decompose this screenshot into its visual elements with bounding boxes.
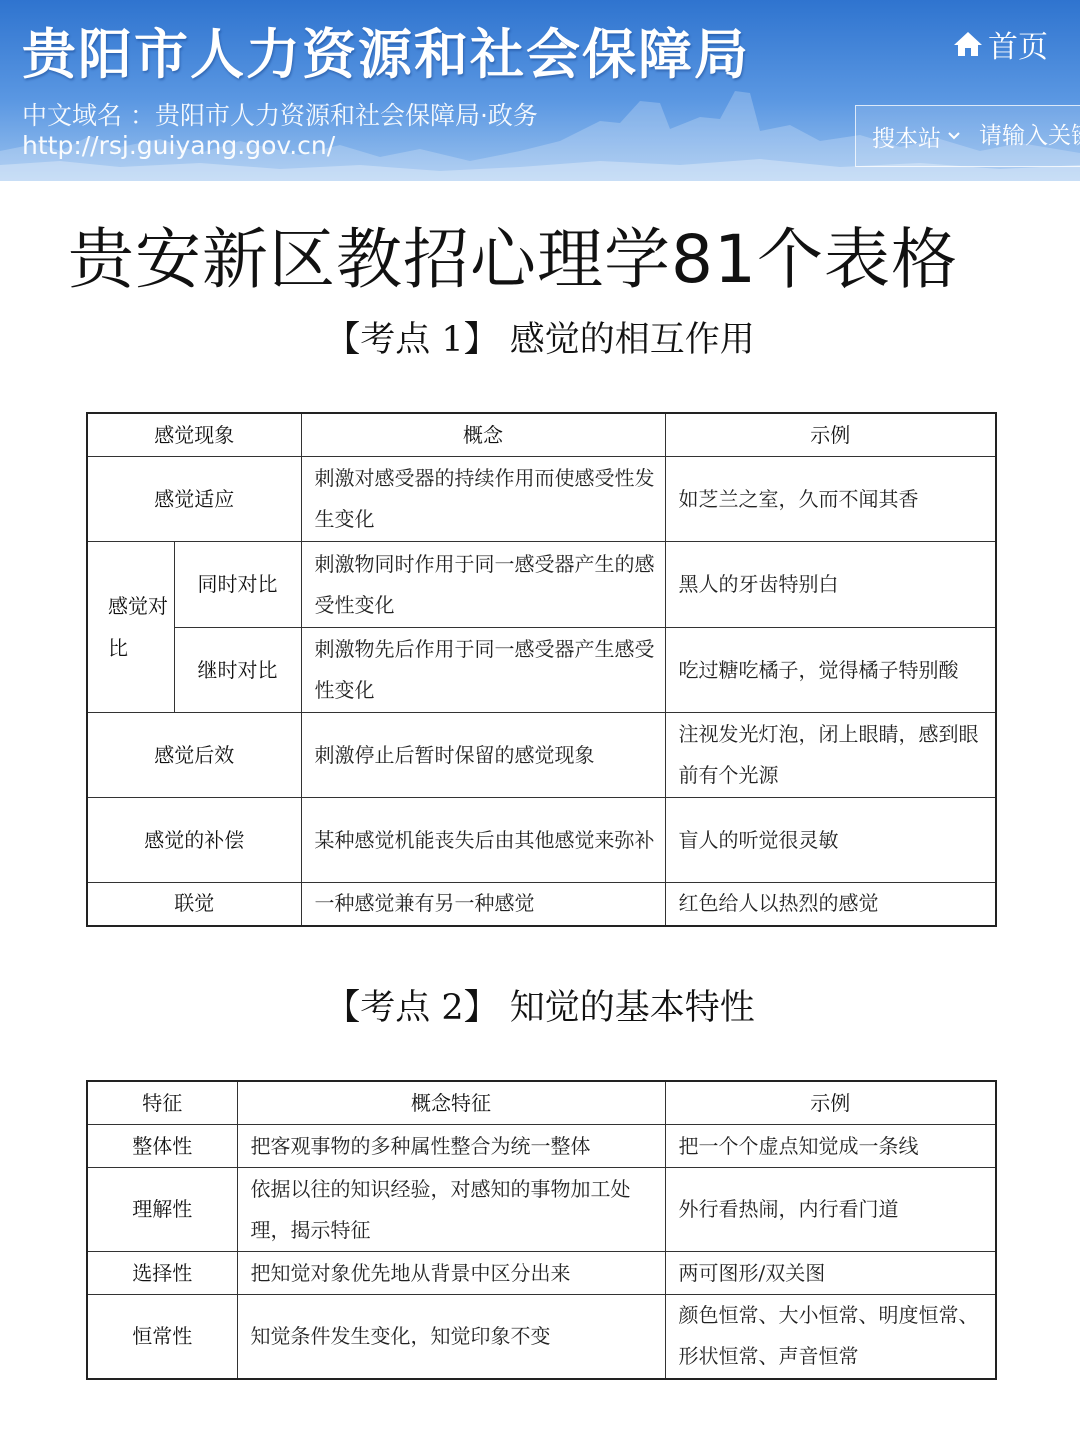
table-row (87, 883, 996, 926)
home-icon (952, 30, 984, 58)
column-header: 示例 (665, 413, 996, 457)
example-cell: 注视发光灯泡，闭上眼睛，感到眼前有个光源 (665, 713, 996, 798)
row-label: 整体性 (87, 1125, 237, 1168)
concept-cell: 一种感觉兼有另一种感觉 (301, 883, 665, 926)
table-row (87, 1168, 996, 1252)
bracket-open: 【 (325, 320, 361, 360)
site-header (0, 0, 1080, 181)
sensation-interaction-table (86, 412, 997, 927)
section-1-heading (0, 312, 1080, 362)
table-header-row (87, 413, 996, 457)
row-label: 感觉适应 (87, 457, 301, 542)
example-cell: 黑人的牙齿特别白 (665, 542, 996, 628)
table-header-row (87, 1081, 996, 1125)
concept-cell: 把客观事物的多种属性整合为统一整体 (237, 1125, 665, 1168)
table-row (87, 542, 996, 628)
example-cell: 外行看热闹，内行看门道 (665, 1168, 996, 1252)
row-label: 恒常性 (87, 1295, 237, 1379)
concept-cell: 刺激物先后作用于同一感受器产生感受性变化 (301, 628, 665, 713)
bracket-close: 】 (463, 988, 499, 1028)
row-label: 联觉 (87, 883, 301, 926)
search-input[interactable] (979, 123, 1080, 149)
chinese-domain-label: 中文域名 ：贵阳市人力资源和社会保障局·政务 (22, 101, 538, 130)
table-row (87, 798, 996, 883)
column-header: 概念特征 (237, 1081, 665, 1125)
row-label: 选择性 (87, 1252, 237, 1295)
section-2-title: 知觉的基本特性 (509, 988, 755, 1028)
column-header: 感觉现象 (87, 413, 301, 457)
example-cell: 盲人的听觉很灵敏 (665, 798, 996, 883)
section-2-prefix: 考点 2 (360, 988, 464, 1028)
table-row (87, 1125, 996, 1168)
example-cell: 把一个个虚点知觉成一条线 (665, 1125, 996, 1168)
row-label: 感觉的补偿 (87, 798, 301, 883)
example-cell: 如芝兰之室，久而不闻其香 (665, 457, 996, 542)
bracket-open: 【 (325, 988, 361, 1028)
section-1-prefix: 考点 1 (360, 320, 464, 360)
site-title: 贵阳市人力资源和社会保障局 (22, 23, 750, 86)
concept-cell: 刺激停止后暂时保留的感觉现象 (301, 713, 665, 798)
home-link[interactable] (952, 22, 1048, 66)
section-2-heading (0, 980, 1080, 1030)
site-url[interactable]: http://rsj.guiyang.gov.cn/ (22, 131, 336, 160)
row-label: 继时对比 (174, 628, 301, 713)
example-cell: 两可图形/双关图 (665, 1252, 996, 1295)
section-1-title: 感觉的相互作用 (509, 320, 755, 360)
row-group-label: 感觉对比 (87, 542, 174, 713)
concept-cell: 刺激物同时作用于同一感受器产生的感受性变化 (301, 542, 665, 628)
column-header: 概念 (301, 413, 665, 457)
example-cell: 红色给人以热烈的感觉 (665, 883, 996, 926)
table-row (87, 713, 996, 798)
concept-cell: 某种感觉机能丧失后由其他感觉来弥补 (301, 798, 665, 883)
concept-cell: 知觉条件发生变化，知觉印象不变 (237, 1295, 665, 1379)
example-cell: 吃过糖吃橘子，觉得橘子特别酸 (665, 628, 996, 713)
table-row (87, 1295, 996, 1379)
table-row (87, 1252, 996, 1295)
perception-properties-table (86, 1080, 997, 1380)
bracket-close: 】 (463, 320, 499, 360)
home-label: 首页 (988, 30, 1048, 65)
concept-cell: 把知觉对象优先地从背景中区分出来 (237, 1252, 665, 1295)
site-search-box (855, 105, 1080, 167)
document-title: 贵安新区教招心理学81个表格 (68, 221, 958, 298)
search-scope-select[interactable] (856, 120, 961, 153)
table-row (87, 457, 996, 542)
example-cell: 颜色恒常、大小恒常、明度恒常、形状恒常、声音恒常 (665, 1295, 996, 1379)
row-label: 理解性 (87, 1168, 237, 1252)
table-row (87, 628, 996, 713)
column-header: 示例 (665, 1081, 996, 1125)
concept-cell: 依据以往的知识经验，对感知的事物加工处理，揭示特征 (237, 1168, 665, 1252)
search-scope-label: 搜本站 (872, 125, 941, 152)
chevron-down-icon (947, 131, 961, 141)
row-label: 感觉后效 (87, 713, 301, 798)
row-label: 同时对比 (174, 542, 301, 628)
column-header: 特征 (87, 1081, 237, 1125)
concept-cell: 刺激对感受器的持续作用而使感受性发生变化 (301, 457, 665, 542)
